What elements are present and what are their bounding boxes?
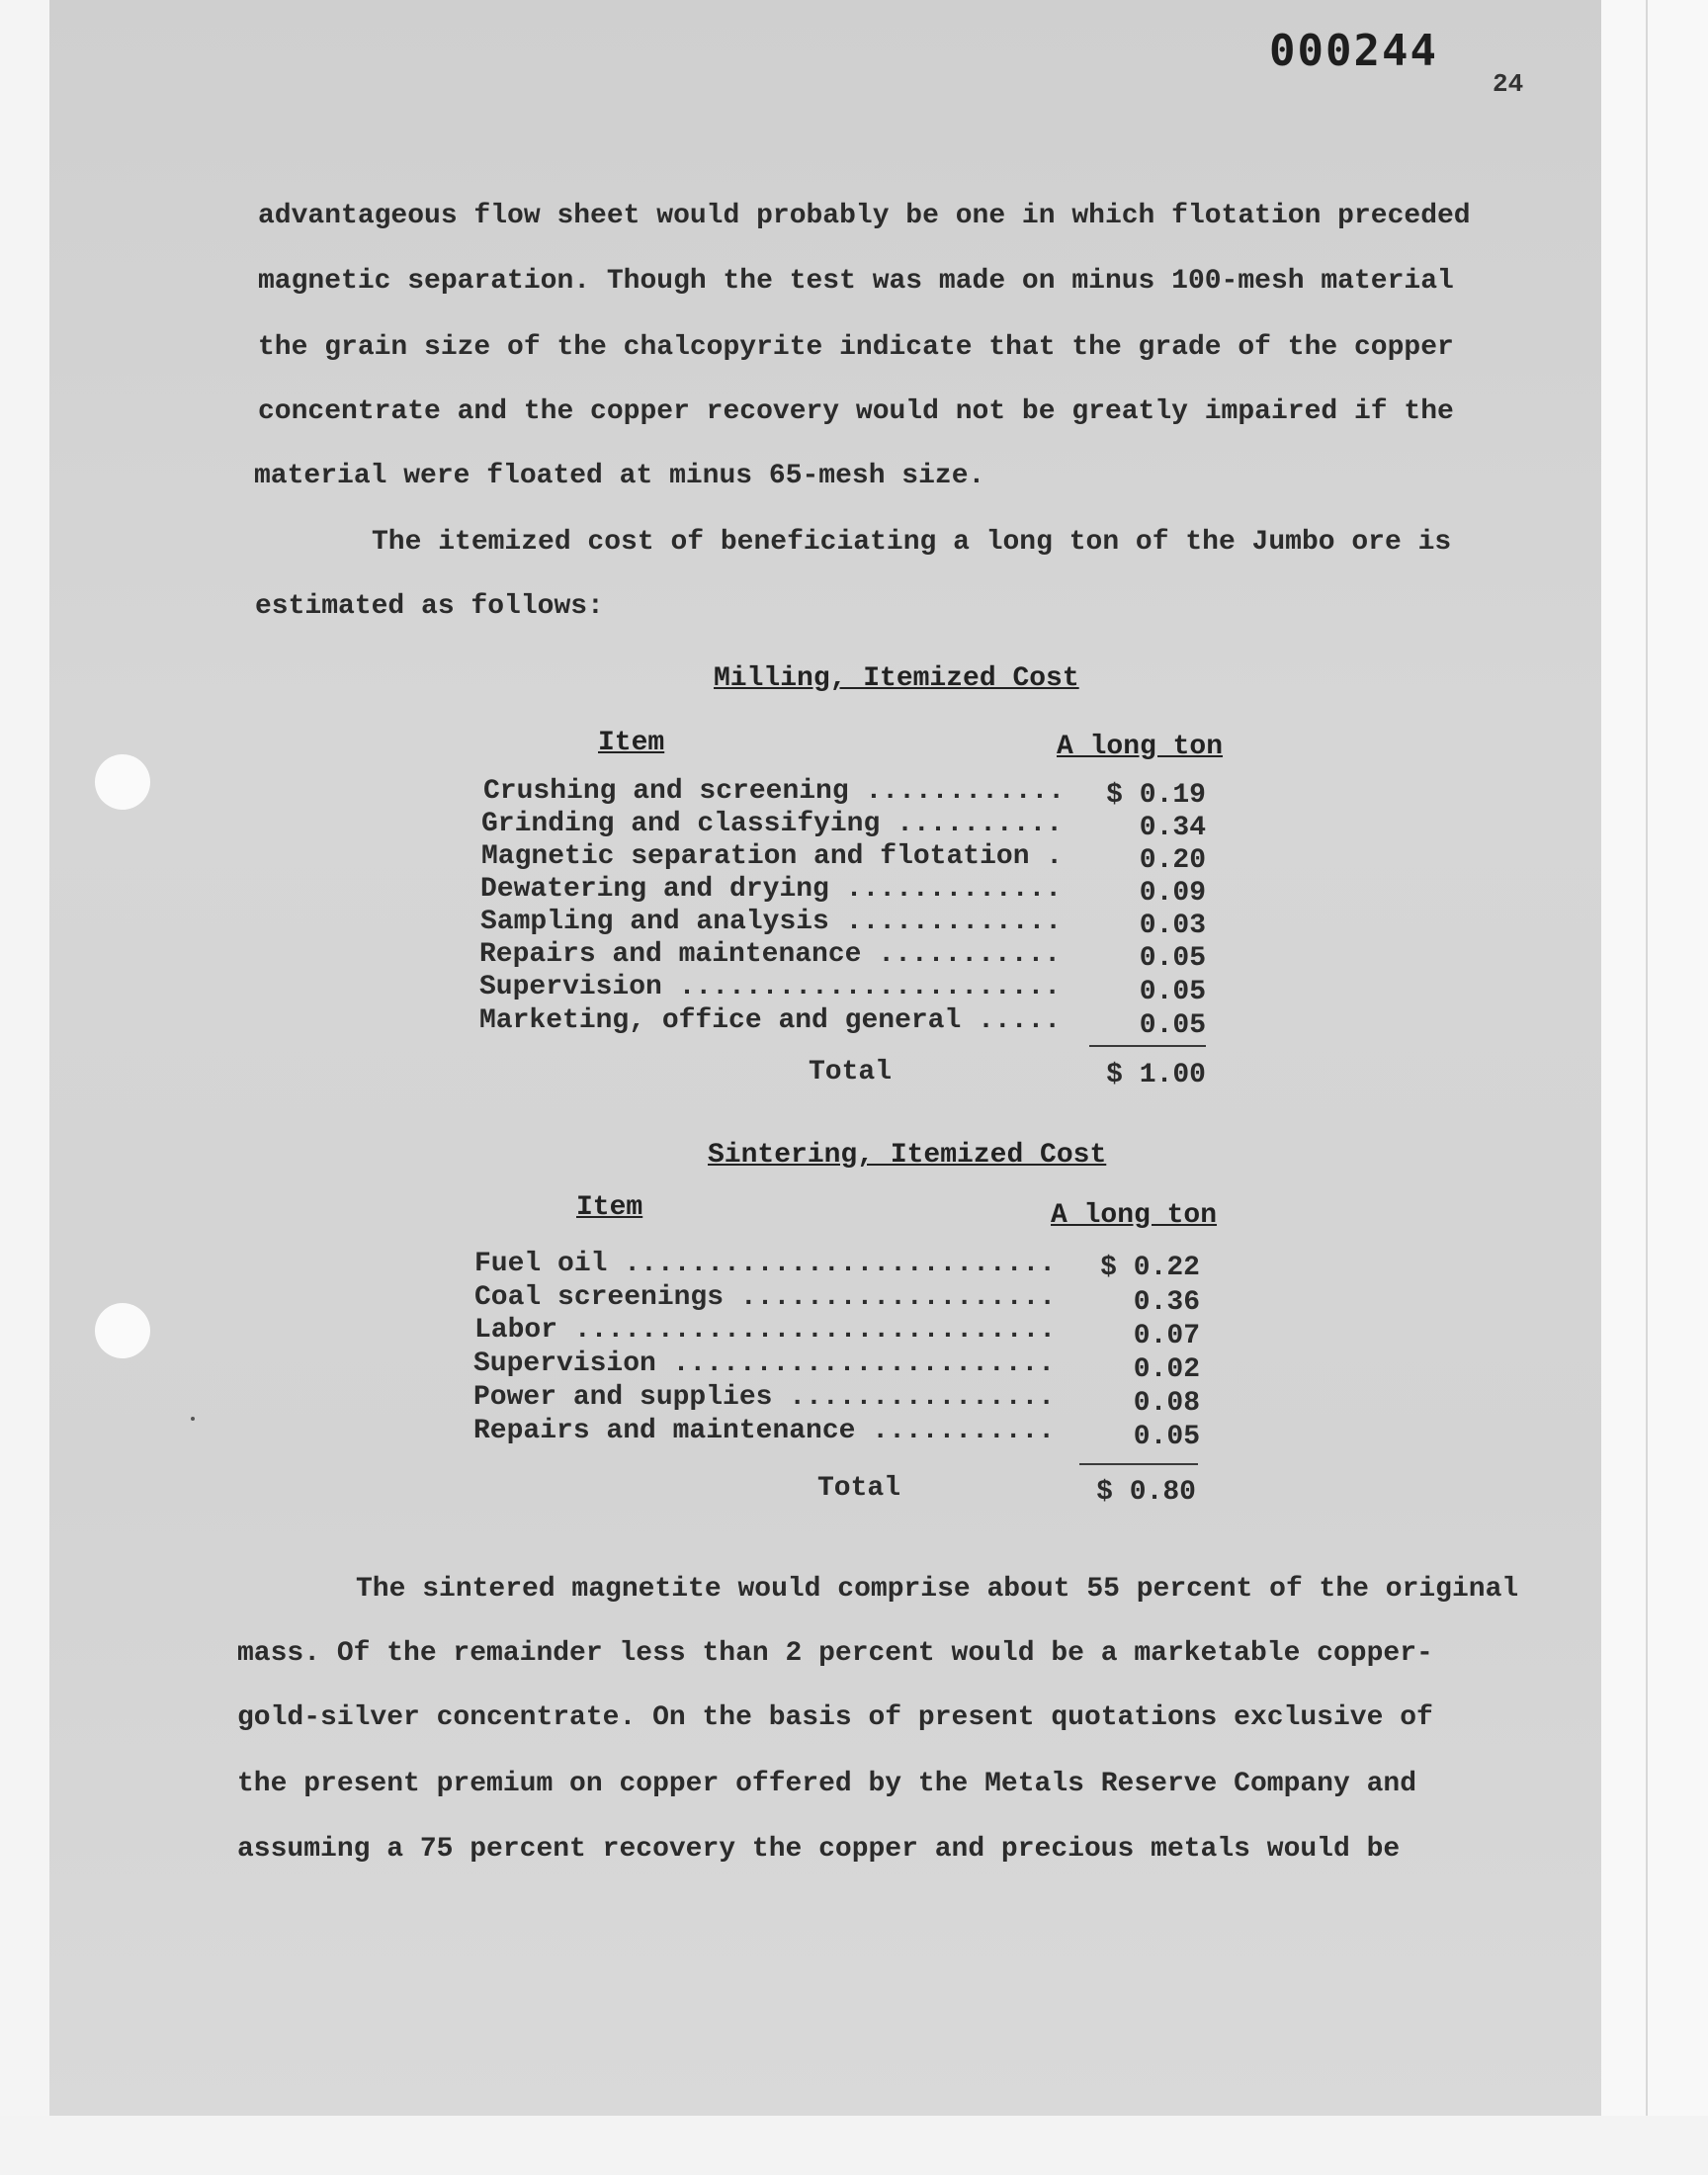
sintering-row-label: Repairs and maintenance ........... bbox=[473, 1416, 1056, 1446]
paragraph-bottom-line: the present premium on copper offered by the Metals Reserve Company and bbox=[237, 1769, 1416, 1799]
milling-total-label: Total bbox=[809, 1057, 893, 1088]
sintering-row-label: Supervision ....................... bbox=[473, 1348, 1056, 1379]
milling-row-label: Sampling and analysis ............. bbox=[480, 907, 1063, 937]
sintering-row-label: Fuel oil .......................... bbox=[474, 1249, 1057, 1279]
paragraph-bottom-line: The sintered magnetite would comprise about 55 percent of the original bbox=[356, 1574, 1519, 1605]
milling-row-label: Dewatering and drying ............. bbox=[480, 874, 1063, 905]
page-margin-bottom bbox=[0, 2116, 1708, 2175]
sintering-column-item: Item bbox=[576, 1192, 643, 1223]
scan-speck bbox=[191, 1417, 195, 1421]
paragraph-top-line: material were floated at minus 65-mesh size. bbox=[254, 461, 985, 491]
paragraph-bottom-line: assuming a 75 percent recovery the copper and precious metals would be bbox=[237, 1834, 1401, 1865]
milling-table-title: Milling, Itemized Cost bbox=[714, 663, 1079, 694]
milling-row-value: 0.05 bbox=[1139, 977, 1206, 1007]
paragraph-intro-line: estimated as follows: bbox=[255, 591, 604, 622]
milling-row-label: Crushing and screening ............ bbox=[483, 776, 1066, 807]
paragraph-top-line: advantageous flow sheet would probably be one in which flotation preceded bbox=[258, 201, 1471, 231]
milling-row-label: Magnetic separation and flotation . bbox=[481, 841, 1064, 872]
paragraph-top-line: the grain size of the chalcopyrite indicate that the grade of the copper bbox=[258, 332, 1454, 363]
paragraph-top-line: magnetic separation. Though the test was made on minus 100-mesh material bbox=[258, 266, 1454, 297]
sintering-row-value: $ 0.22 bbox=[1100, 1253, 1200, 1283]
document-number: 000244 bbox=[1269, 26, 1438, 76]
sintering-row-label: Coal screenings ................... bbox=[474, 1282, 1057, 1313]
milling-column-cost: A long ton bbox=[1057, 732, 1224, 762]
sintering-row-label: Power and supplies ................ bbox=[473, 1382, 1056, 1413]
page-margin-right bbox=[1601, 0, 1708, 2175]
sintering-column-cost: A long ton bbox=[1051, 1200, 1218, 1231]
milling-total-value: $ 1.00 bbox=[1106, 1060, 1206, 1090]
milling-row-value: $ 0.19 bbox=[1106, 780, 1206, 811]
sintering-row-value: 0.36 bbox=[1133, 1287, 1200, 1318]
sintering-table-title: Sintering, Itemized Cost bbox=[708, 1140, 1107, 1171]
paragraph-intro-line: The itemized cost of beneficiating a long ton of the Jumbo ore is bbox=[372, 527, 1452, 558]
sintering-row-value: 0.02 bbox=[1133, 1354, 1200, 1385]
page-number: 24 bbox=[1493, 69, 1524, 99]
sintering-row-value: 0.08 bbox=[1133, 1388, 1200, 1419]
sintering-total-label: Total bbox=[817, 1473, 901, 1504]
sintering-row-label: Labor ............................. bbox=[474, 1315, 1057, 1346]
milling-row-value: 0.09 bbox=[1139, 878, 1206, 909]
milling-column-item: Item bbox=[598, 728, 665, 758]
milling-row-value: 0.03 bbox=[1139, 911, 1206, 941]
paragraph-top-line: concentrate and the copper recovery would not be greatly impaired if the bbox=[258, 396, 1454, 427]
sintering-row-value: 0.05 bbox=[1133, 1422, 1200, 1452]
milling-row-label: Marketing, office and general ..... bbox=[479, 1005, 1062, 1036]
punch-hole-top bbox=[95, 754, 150, 810]
sintering-row-value: 0.07 bbox=[1133, 1321, 1200, 1351]
sintering-total-rule bbox=[1079, 1463, 1198, 1465]
milling-total-rule bbox=[1089, 1045, 1206, 1047]
milling-row-value: 0.05 bbox=[1139, 1010, 1206, 1041]
milling-row-value: 0.05 bbox=[1139, 943, 1206, 974]
punch-hole-bottom bbox=[95, 1303, 150, 1358]
milling-row-label: Repairs and maintenance ........... bbox=[479, 939, 1062, 970]
milling-row-value: 0.20 bbox=[1139, 845, 1206, 876]
paragraph-bottom-line: mass. Of the remainder less than 2 percent would be a marketable copper- bbox=[237, 1638, 1433, 1669]
sintering-total-value: $ 0.80 bbox=[1096, 1477, 1196, 1508]
paragraph-bottom-line: gold-silver concentrate. On the basis of present quotations exclusive of bbox=[237, 1702, 1433, 1733]
milling-row-label: Grinding and classifying .......... bbox=[481, 809, 1064, 839]
milling-row-label: Supervision ....................... bbox=[479, 972, 1062, 1002]
milling-row-value: 0.34 bbox=[1139, 813, 1206, 843]
